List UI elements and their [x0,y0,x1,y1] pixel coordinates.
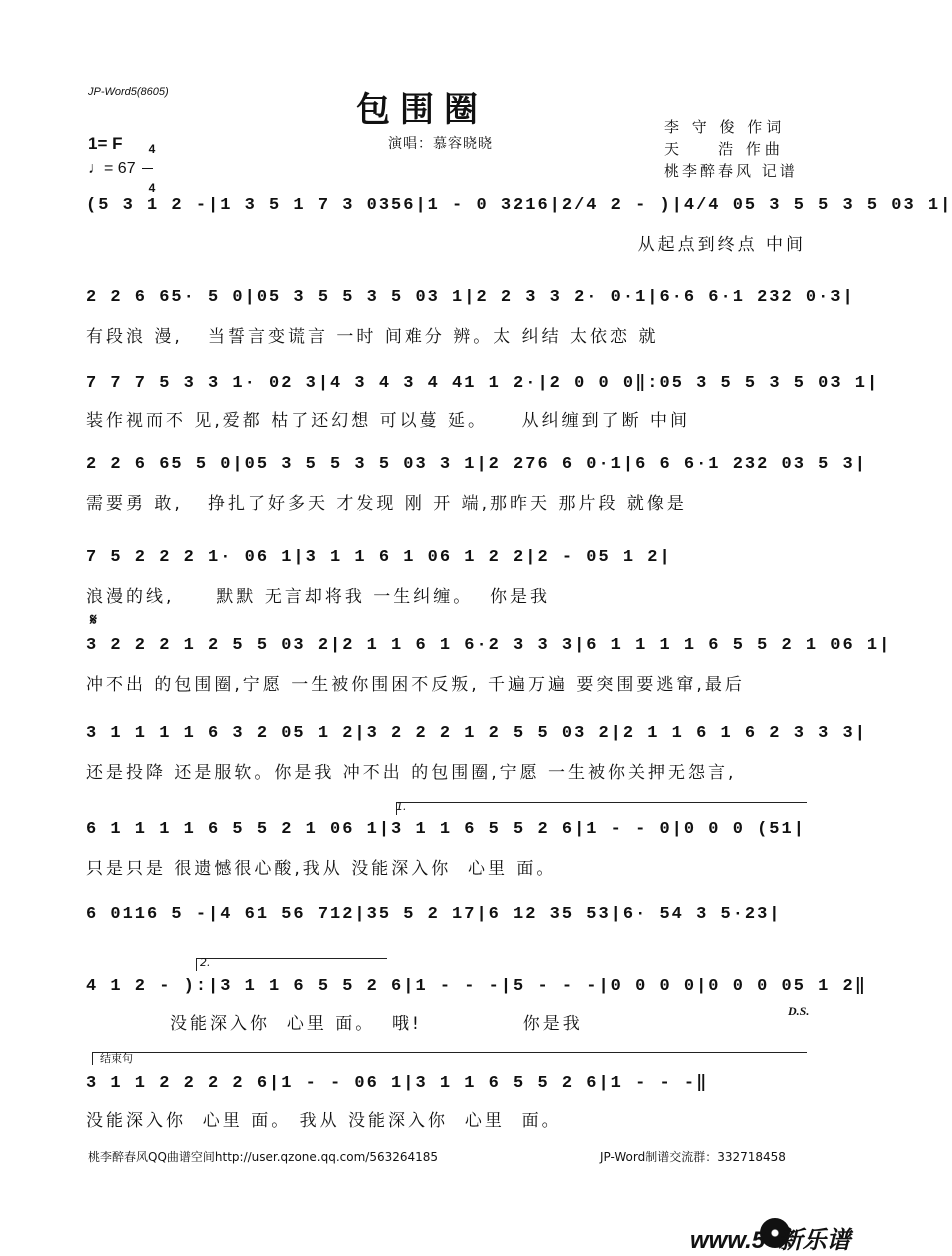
ending-bracket-1 [396,802,807,815]
lyric-row: 需要勇 敢, 挣扎了好多天 才发现 刚 开 端,那昨天 那片段 就像是 [86,494,687,514]
lyric-row: 冲不出 的包围圈,宁愿 一生被你围困不反叛, 千遍万遍 要突围要逃窜,最后 [86,675,745,695]
tempo-mark: ♩= 67 [88,160,136,177]
notation-row: 7 7 7 5 3 3 1· 02 3|4 3 4 3 4 41 1 2·|2 0 0 0‖:05 3 5 5 3 5 03 1| [86,374,880,393]
time-signature-top: 4 [148,142,156,156]
final-phrase-bracket [92,1052,807,1065]
composer-credit: 天 浩 作曲 [664,140,784,158]
site-watermark: www.5 新乐谱 [690,1227,851,1254]
software-label: JP-Word5(8605) [88,86,169,98]
footer-source: 桃李醉春风QQ曲谱空间http://user.qzone.qq.com/563264185 [88,1150,439,1164]
key-signature: 1= F [88,134,123,153]
segno-mark: 𝄋 [90,610,97,629]
notation-row: 4 1 2 - ):|3 1 1 6 5 5 2 6|1 - - -|5 - - -|0 0 0 0|0 0 0 05 1 2‖ [86,977,867,996]
notation-row: 7 5 2 2 2 1· 06 1|3 1 1 6 1 06 1 2 2|2 - 05 1 2| [86,548,672,567]
final-phrase-label: 结束句 [100,1052,133,1065]
notation-row: 3 1 1 2 2 2 2 6|1 - - 06 1|3 1 1 6 5 5 2 6|1 - - -‖ [86,1074,709,1093]
lyric-row: 浪漫的线, 默默 无言却将我 一生纠缠。 你是我 [86,587,551,607]
notation-row: 6 0116 5 -|4 61 56 712|35 5 2 17|6 12 35 53|6· 54 3 5·23| [86,905,782,924]
notation-row: 3 2 2 2 1 2 5 5 03 2|2 1 1 6 1 6·2 3 3 3|6 1 1 1 1 6 5 5 2 1 06 1| [86,636,892,655]
lyric-row: 只是只是 很遗憾很心酸,我从 没能深入你 心里 面。 [86,859,557,879]
dal-segno-mark: D.S. [788,1004,810,1018]
notation-row: 6 1 1 1 1 6 5 5 2 1 06 1|3 1 1 6 5 5 2 6|1 - - 0|0 0 0 (51| [86,820,806,839]
lyric-row: 装作视而不 见,爱都 枯了还幻想 可以蔓 延。 从纠缠到了断 中间 [86,411,691,431]
song-title: 包围圈 [356,90,488,130]
notation-row: 2 2 6 65 5 0|05 3 5 5 3 5 03 3 1|2 276 6 0·1|6 6 6·1 232 03 5 3| [86,455,867,474]
notation-row: 3 1 1 1 1 6 3 2 05 1 2|3 2 2 2 1 2 5 5 03 2|2 1 1 6 1 6 2 3 3 3| [86,724,867,743]
time-signature [142,131,155,194]
footer-group: JP-Word制谱交流群：332718458 [600,1150,786,1164]
ending-2-label: 2. [200,956,211,969]
lyric-row: 没能深入你 心里 面。 哦! 你是我 [86,1014,583,1034]
ending-bracket-2 [196,958,387,971]
ending-1-label: 1. [396,800,407,813]
lyric-row: 没能深入你 心里 面。 我从 没能深入你 心里 面。 [86,1111,562,1131]
transcriber-credit: 桃李醉春风 记谱 [664,162,798,180]
lyric-row: 从起点到终点 中间 [637,235,806,255]
time-signature-bottom: 4 [148,181,156,195]
notation-row: (5 3 1 2 -|1 3 5 1 7 3 0356|1 - 0 3216|2/4 2 - )|4/4 05 3 5 5 3 5 03 1| [86,196,952,215]
notation-row: 2 2 6 65· 5 0|05 3 5 5 3 5 03 1|2 2 3 3 2· 0·1|6·6 6·1 232 0·3| [86,288,855,307]
lyric-row: 有段浪 漫, 当誓言变谎言 一时 间难分 辨。太 纠结 太依恋 就 [86,327,659,347]
lyric-row: 还是投降 还是服软。你是我 冲不出 的包围圈,宁愿 一生被你关押无怨言, [86,763,737,783]
lyricist-credit: 李 守 俊 作词 [664,118,786,136]
singer-credit: 演唱：慕容晓晓 [388,136,493,152]
